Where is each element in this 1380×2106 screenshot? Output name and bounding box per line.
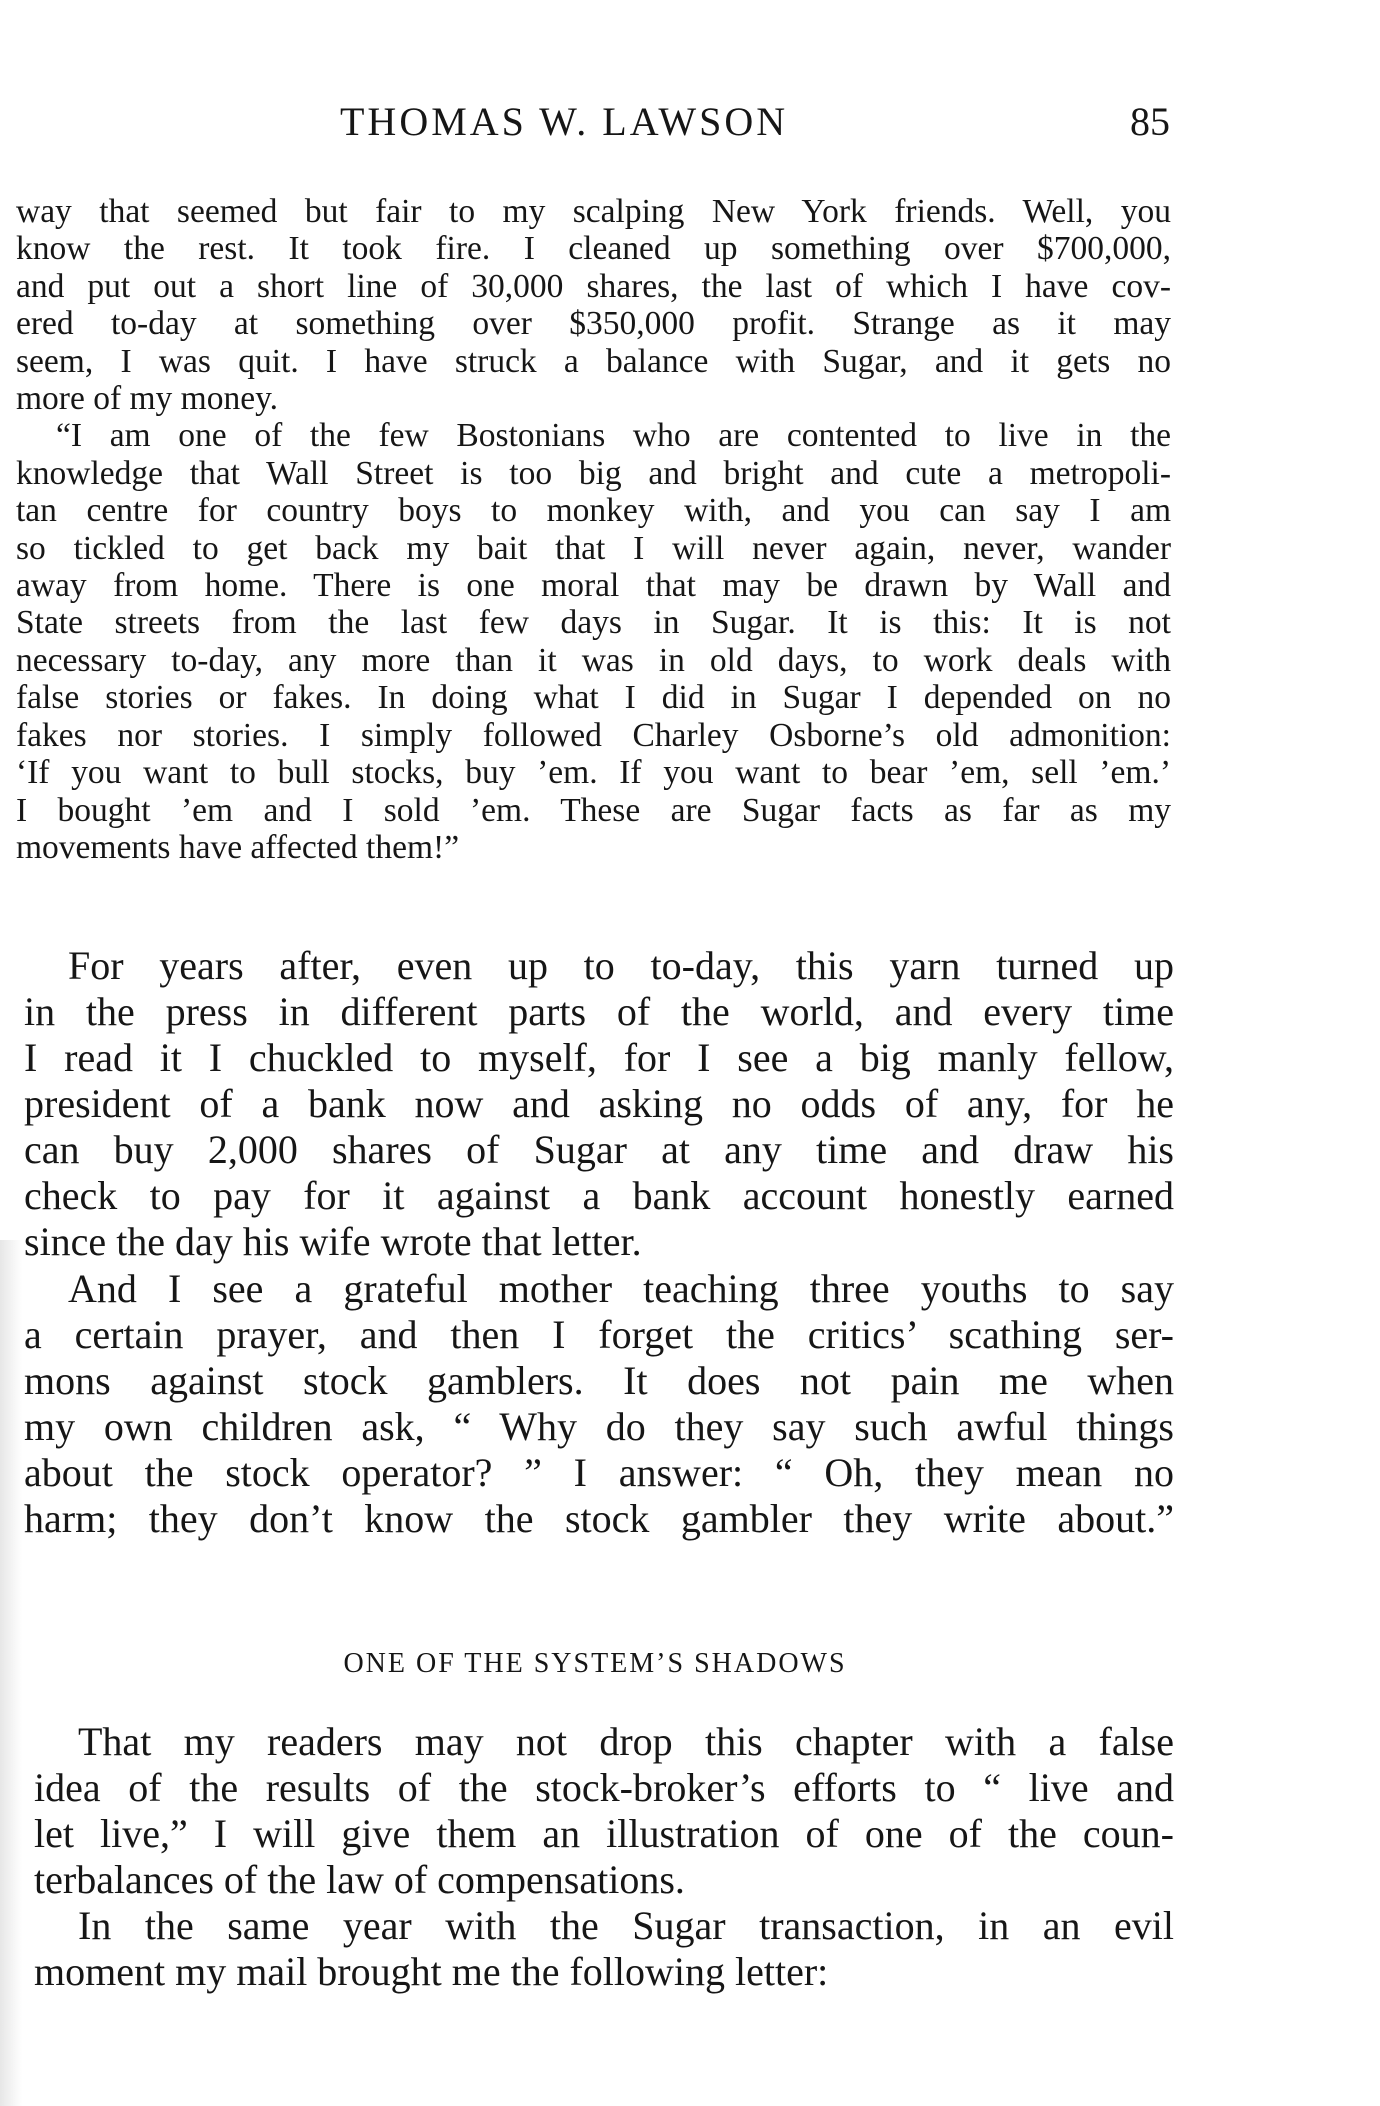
paragraph-line: In the same year with the Sugar transaction, in an evil [78, 1903, 1174, 1948]
quote-line: way that seemed but fair to my scalping New York friends. Well, you [16, 193, 1171, 230]
page-number: 85 [1130, 99, 1170, 144]
paragraph-line: moment my mail brought me the following letter: [34, 1949, 829, 1994]
paragraph-line: let live,” I will give them an illustration of one of the coun- [34, 1811, 1174, 1856]
section-heading: ONE OF THE SYSTEM’S SHADOWS [343, 1648, 847, 1679]
paragraph-line: check to pay for it against a bank account honestly earned [24, 1173, 1174, 1218]
quote-line: I bought ’em and I sold ’em. These are Sugar facts as far as my [16, 791, 1171, 829]
quote-line: movements have affected them!” [16, 828, 460, 866]
paragraph-line: mons against stock gamblers. It does not pain me when [24, 1358, 1174, 1403]
quote-line: false stories or fakes. In doing what I did in Sugar I depended on no [16, 679, 1171, 717]
paragraph-line: idea of the results of the stock-broker’s efforts to “ live and [34, 1765, 1174, 1810]
paragraph-line: I read it I chuckled to myself, for I see a big manly fellow, [24, 1035, 1174, 1080]
quote-line: know the rest. It took fire. I cleaned up something over $700,000, [16, 230, 1171, 268]
quote-line: “I am one of the few Bostonians who are contented to live in the [56, 417, 1171, 455]
paragraph-line: my own children ask, “ Why do they say such awful things [24, 1404, 1174, 1449]
paragraph-line: harm; they don’t know the stock gambler they write about.” [24, 1496, 1174, 1541]
paragraph-following-letter [34, 1903, 1174, 1995]
quote-line: fakes nor stories. I simply followed Charley Osborne’s old admonition: [16, 716, 1171, 754]
paragraph-line: president of a bank now and asking no odds of any, for he [24, 1081, 1174, 1126]
paragraph-line: And I see a grateful mother teaching three youths to say [68, 1266, 1174, 1311]
quote-line: necessary to-day, any more than it was in old days, to work deals with [16, 641, 1171, 679]
paragraph-line: That my readers may not drop this chapter with a false [78, 1719, 1174, 1764]
paragraph-line: terbalances of the law of compensations. [34, 1857, 685, 1902]
quoted-letter-block [16, 193, 1171, 866]
paragraph-false-idea [34, 1719, 1174, 1903]
quote-line: ‘If you want to bull stocks, buy ’em. If you want to bear ’em, sell ’em.’ [16, 754, 1171, 792]
quote-line: more of my money. [16, 380, 279, 418]
paragraph-for-years-after [24, 943, 1174, 1265]
paragraph-line: about the stock operator? ” I answer: “ Oh, they mean no [24, 1450, 1174, 1495]
quote-line: State streets from the last few days in Sugar. It is this: It is not [16, 604, 1171, 642]
paragraph-line: in the press in different parts of the world, and every time [24, 989, 1174, 1034]
running-title: THOMAS W. LAWSON [340, 99, 789, 144]
paragraph-line: For years after, even up to to-day, this yarn turned up [68, 943, 1174, 988]
paragraph-grateful-mother [24, 1266, 1174, 1542]
paragraph-line: since the day his wife wrote that letter. [24, 1219, 642, 1264]
quote-line: away from home. There is one moral that may be drawn by Wall and [16, 567, 1171, 605]
quote-line: so tickled to get back my bait that I will never again, never, wander [16, 529, 1171, 567]
quote-line: ered to-day at something over $350,000 profit. Strange as it may [16, 305, 1171, 343]
quote-line: seem, I was quit. I have struck a balance with Sugar, and it gets no [16, 342, 1171, 380]
quote-line: and put out a short line of 30,000 shares, the last of which I have cov- [16, 267, 1171, 305]
quote-line: knowledge that Wall Street is too big and bright and cute a metropoli- [16, 454, 1171, 492]
quote-line: tan centre for country boys to monkey with, and you can say I am [16, 492, 1171, 530]
running-head [0, 98, 1380, 148]
paragraph-line: can buy 2,000 shares of Sugar at any time and draw his [24, 1127, 1174, 1172]
paragraph-line: a certain prayer, and then I forget the critics’ scathing ser- [24, 1312, 1174, 1357]
